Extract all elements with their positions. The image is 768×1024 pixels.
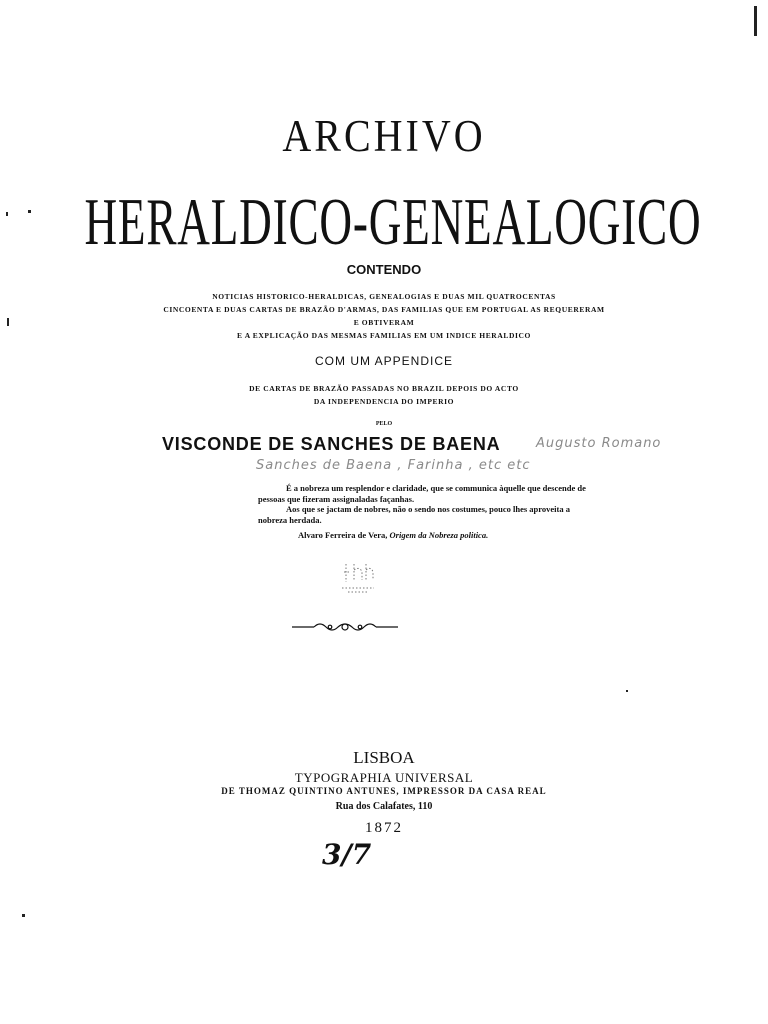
attribution-work: Origem da Nobreza politica. (389, 530, 489, 540)
scan-mark (626, 690, 628, 692)
scan-mark (28, 210, 31, 213)
epigraph-line: É a nobreza um resplendor e claridade, que se communica àquelle que descende de (286, 483, 586, 493)
scan-mark (754, 6, 757, 36)
epigraph-line: pessoas que fizeram assignaladas façanhas. (258, 493, 415, 504)
description-line: E OBTIVERAM (353, 318, 415, 327)
author-name: VISCONDE DE SANCHES DE BAENA (162, 434, 501, 454)
appendix-heading: COM UM APPENDICE (314, 354, 453, 368)
description-line: CINCOENTA E DUAS CARTAS DE BRAZÃO D'ARMAS, DAS FAMILIAS QUE EM PORTUGAL AS REQUERERAM (163, 305, 605, 314)
title-line-2: HERALDICO-GENEALOGICO (84, 184, 702, 259)
appendix-line: DA INDEPENDENCIA DO IMPERIO (313, 397, 455, 406)
handwritten-number: 3/7 (322, 838, 372, 871)
scan-mark (6, 212, 8, 216)
ornament-divider-icon (290, 620, 400, 634)
by-word: PELO (375, 421, 393, 427)
epigraph-attribution (298, 530, 488, 540)
scan-mark (7, 318, 9, 326)
scan-mark (22, 914, 25, 917)
imprint-address: Rua dos Calafates, 110 (335, 801, 433, 812)
imprint-year: 1872 (365, 820, 403, 836)
imprint-city: LISBOA (353, 748, 415, 767)
epigraph (258, 483, 598, 525)
epigraph-line: Aos que se jactam de nobres, não o sendo nos costumes, pouco lhes aproveita a (286, 504, 570, 514)
imprint-printer-detail: DE THOMAZ QUINTINO ANTUNES, IMPRESSOR DA CASA REAL (221, 786, 547, 796)
subtitle: CONTENDO (346, 262, 422, 277)
epigraph-line: nobreza herdada. (258, 514, 322, 525)
description-line: E A EXPLICAÇÃO DAS MESMAS FAMILIAS EM UM INDICE HERALDICO (237, 331, 531, 340)
attribution-author: Alvaro Ferreira de Vera, (298, 530, 388, 540)
appendix-line: DE CARTAS DE BRAZÃO PASSADAS NO BRAZIL DEPOIS DO ACTO (249, 384, 519, 393)
handwritten-note: Augusto Romano (536, 436, 662, 451)
imprint-printer: TYPOGRAPHIA UNIVERSAL (294, 770, 474, 785)
title-line-1: ARCHIVO (282, 109, 486, 162)
description-line: NOTICIAS HISTORICO-HERALDICAS, GENEALOGIAS E DUAS MIL QUATROCENTAS (212, 292, 556, 301)
handwritten-note: Sanches de Baena , Farinha , etc etc (256, 458, 531, 473)
library-stamp-icon (338, 560, 378, 596)
